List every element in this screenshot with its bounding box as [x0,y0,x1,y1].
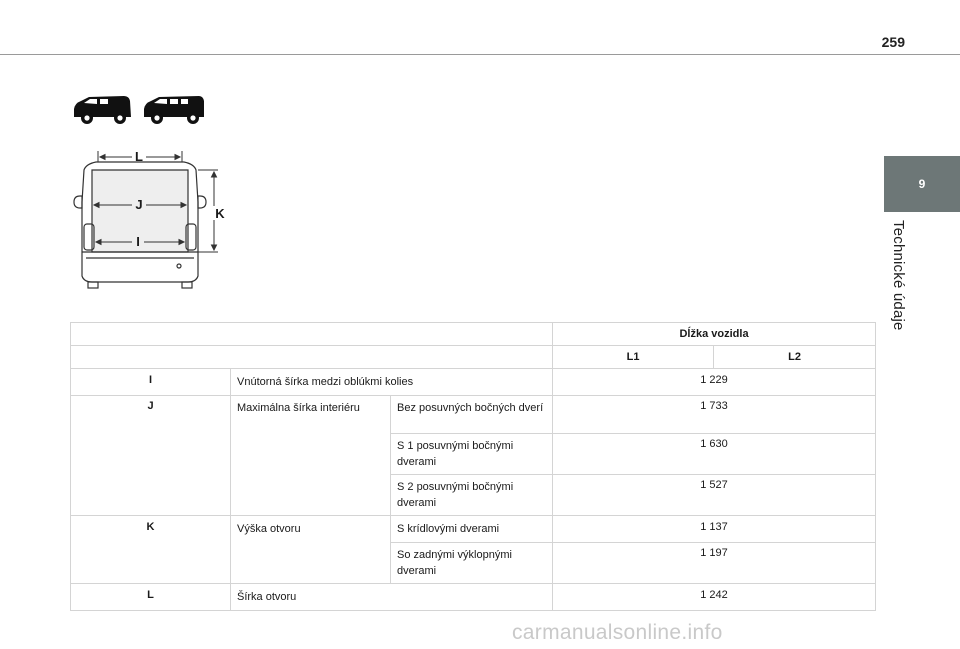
dimension-code: K [71,516,231,584]
dimension-variant: S krídlovými dverami [391,516,553,543]
table-row [71,369,876,396]
dimension-description: Maximálna šírka interiéru [231,396,391,516]
table-row [71,516,876,543]
van-silhouettes-icon [72,95,204,127]
table-row [71,396,876,434]
column-L2: L2 [714,346,876,369]
dimension-code: L [71,584,231,611]
van-short-icon [74,96,131,124]
header-rule [0,54,960,55]
dimension-code: I [71,369,231,396]
table-row [71,584,876,611]
dimension-description: Výška otvoru [231,516,391,584]
dimensions-table [70,322,876,611]
dimension-value: 1 733 [553,396,876,434]
dimension-value: 1 197 [553,543,876,584]
chapter-title: Technické údaje [890,220,907,331]
dimension-value: 1 229 [553,369,876,396]
table-subheader-row [71,346,876,369]
dimension-value: 1 630 [553,434,876,475]
dimension-variant: So zadnými výklopnými dverami [391,543,553,584]
van-rear-dimension-diagram [70,148,240,290]
dimension-variant: S 2 posuvnými bočnými dverami [391,475,553,516]
dimension-variant: S 1 posuvnými bočnými dverami [391,434,553,475]
label-J: J [135,197,143,212]
dimension-value: 1 242 [553,584,876,611]
chapter-tab[interactable] [884,156,960,212]
dimension-description: Šírka otvoru [231,584,553,611]
van-long-icon [144,96,204,124]
column-L1: L1 [553,346,714,369]
label-I: I [136,234,140,249]
chapter-number: 9 [918,177,926,191]
dimension-value: 1 527 [553,475,876,516]
dimension-value: 1 137 [553,516,876,543]
dimension-code: J [71,396,231,516]
table-header-row [71,323,876,346]
page-number: 259 [881,34,905,50]
label-K: K [215,206,225,221]
watermark: carmanualsonline.info [512,621,723,644]
label-L: L [135,149,143,164]
vehicle-length-header: Dĺžka vozidla [553,323,876,346]
dimension-description: Vnútorná šírka medzi oblúkmi kolies [231,369,553,396]
dimension-variant: Bez posuvných bočných dverí [391,396,553,434]
